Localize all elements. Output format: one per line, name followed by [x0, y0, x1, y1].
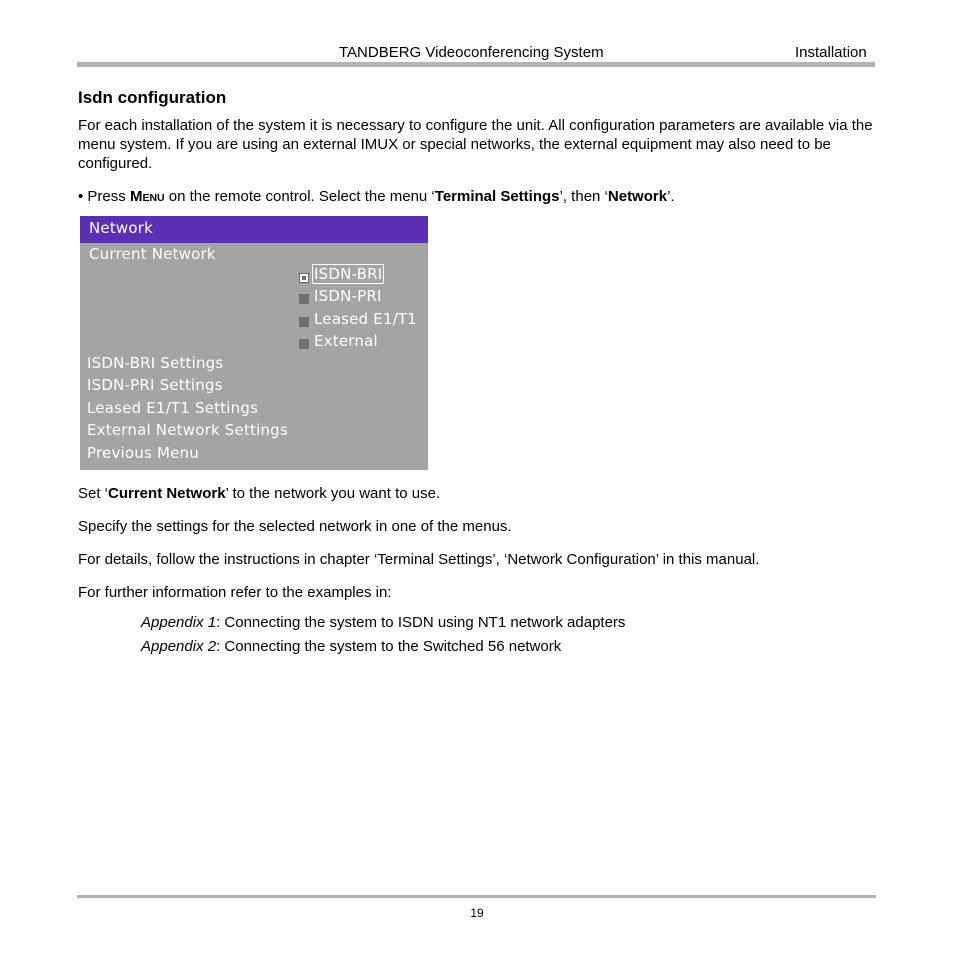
menu-key-first: M [129, 188, 143, 205]
step-bullet: • Press [78, 188, 130, 205]
line2-bold: Current Network [108, 485, 226, 502]
page-number: 19 [470, 906, 484, 920]
step-mid2: ’, then ‘ [559, 188, 608, 205]
menu-title: Network [89, 219, 154, 237]
radio-unselected-icon[interactable] [299, 294, 309, 304]
header-rule [77, 62, 875, 67]
network-menu-screenshot [80, 216, 428, 470]
appendix-name: Appendix 1 [141, 614, 217, 631]
menu-ref-terminal-settings: Terminal Settings [434, 188, 560, 205]
examples-intro: For further information refer to the examples in: [78, 584, 392, 601]
intro-paragraph: For each installation of the system it is necessary to configure the unit. All configuration parameters are available via the menu system. If you are using an external IMUX or special networks, the external equipment may also need to be configured. [78, 117, 873, 172]
menu-item-external-network-settings[interactable]: External Network Settings [87, 421, 288, 439]
radio-selected-icon[interactable] [299, 273, 309, 283]
option-isdn-bri[interactable]: ISDN-BRI [314, 265, 383, 283]
appendix-text: : Connecting the system to the Switched 56 network [216, 638, 562, 655]
line2-post: ’ to the network you want to use. [225, 485, 441, 502]
menu-item-previous-menu[interactable]: Previous Menu [87, 444, 199, 462]
settings-instruction: Specify the settings for the selected network in one of the menus. [78, 518, 512, 535]
option-leased-e1-t1[interactable]: Leased E1/T1 [314, 310, 418, 328]
appendix-text: : Connecting the system to ISDN using NT1 network adapters [216, 614, 626, 631]
appendix-name: Appendix 2 [141, 638, 217, 655]
menu-item-isdn-bri-settings[interactable]: ISDN-BRI Settings [87, 354, 224, 372]
current-network-instruction [78, 484, 878, 503]
option-isdn-pri[interactable]: ISDN-PRI [314, 287, 382, 305]
step-end: ’. [667, 188, 675, 205]
menu-key-name [130, 188, 165, 205]
step-instruction [78, 187, 878, 208]
step-mid: on the remote control. Select the menu ‘ [164, 188, 435, 205]
line2-pre: Set ‘ [78, 485, 109, 502]
menu-item-isdn-pri-settings[interactable]: ISDN-PRI Settings [87, 376, 223, 394]
option-external[interactable]: External [314, 332, 378, 350]
section-title: Isdn configuration [78, 88, 227, 107]
footer-rule [77, 895, 876, 898]
menu-item-leased-settings[interactable]: Leased E1/T1 Settings [87, 399, 259, 417]
current-network-label[interactable]: Current Network [89, 245, 216, 263]
running-header-section: Installation [795, 44, 867, 61]
appendix-reference [141, 614, 625, 631]
radio-unselected-icon[interactable] [299, 317, 309, 327]
details-reference: For details, follow the instructions in chapter ‘Terminal Settings’, ‘Network Configuration’ in this manual. [78, 551, 760, 568]
menu-key-rest: ENU [142, 192, 165, 204]
menu-ref-network: Network [607, 188, 668, 205]
running-header-title: TANDBERG Videoconferencing System [339, 44, 604, 61]
appendix-reference [141, 638, 561, 655]
radio-unselected-icon[interactable] [299, 339, 309, 349]
